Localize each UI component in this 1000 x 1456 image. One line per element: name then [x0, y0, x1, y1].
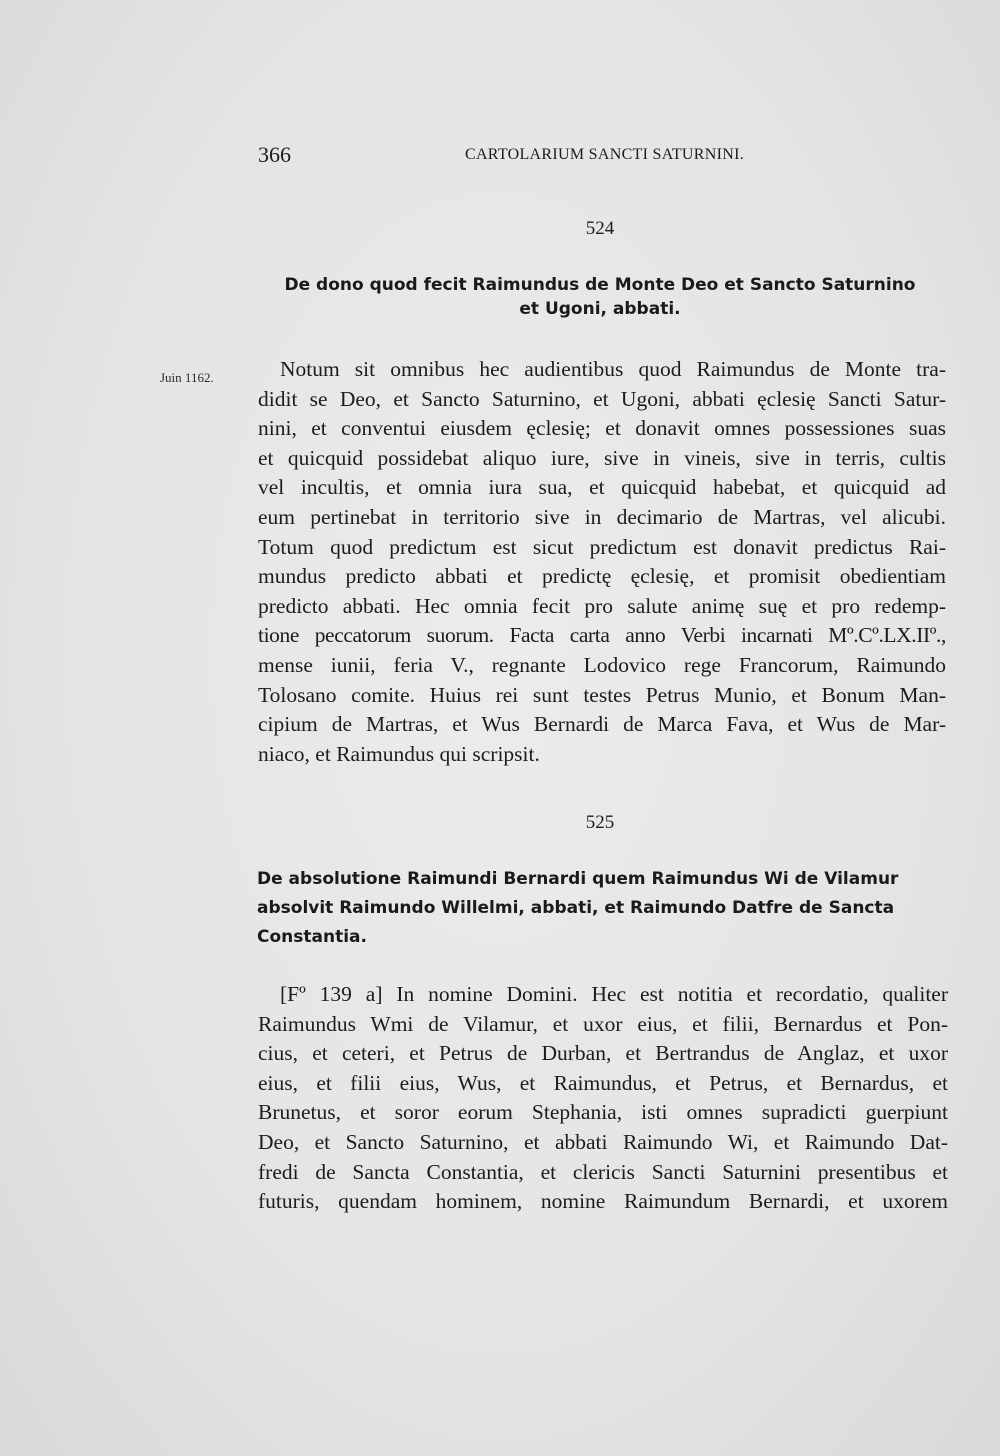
text-line: niaco, et Raimundus qui scripsit.	[258, 741, 540, 766]
rubric-line: Constantia.	[257, 927, 367, 947]
text-line: cipium de Martras, et Wus Bernardi de Marca Fava, et Wus de Mar-	[258, 712, 946, 737]
charter-number-525: 525	[585, 812, 615, 833]
text-line: nini, et conventui eiusdem ęclesię; et donavit omnes possessiones suas	[258, 416, 946, 441]
text-line: [Fº 139 a] In nomine Domini. Hec est notitia et recordatio, qualiter	[280, 982, 948, 1006]
rubric-line: absolvit Raimundo Willelmi, abbati, et Raimundo Datfre de Sancta	[257, 898, 895, 918]
text-line: fredi de Sancta Constantia, et clericis Sancti Saturnini presentibus et	[258, 1159, 948, 1184]
text-line: et quicquid possidebat aliquo iure, sive in vineis, sive in terris, cultis	[258, 445, 946, 470]
text-line: Tolosano comite. Huius rei sunt testes Petrus Munio, et Bonum Man-	[258, 682, 946, 707]
text-line: cius, et ceteri, et Petrus de Durban, et Bertrandus de Anglaz, et uxor	[258, 1041, 948, 1066]
rubric-line: De dono quod fecit Raimundus de Monte Deo et Sancto Saturnino	[284, 275, 916, 295]
charter-number-524: 524	[585, 218, 615, 239]
page-header	[258, 142, 744, 172]
text-line: Totum quod predictum est sicut predictum est donavit predictus Rai-	[258, 534, 946, 559]
text-line: predicto abbati. Hec omnia fecit pro salute animę suę et pro redemp-	[258, 593, 946, 618]
charter-524-rubric	[256, 274, 944, 320]
text-line: mundus predicto abbati et predictę ęclesię, et promisit obedientiam	[258, 564, 946, 589]
page-number: 366	[258, 142, 291, 167]
text-line: mense iunii, feria V., regnante Lodovico rege Francorum, Raimundo	[258, 652, 946, 677]
text-line: Brunetus, et soror eorum Stephania, isti omnes supradicti guerpiunt	[258, 1100, 948, 1125]
charter-525-rubric	[257, 865, 947, 952]
rubric-line: De absolutione Raimundi Bernardi quem Raimundus Wi de Vilamur	[257, 869, 899, 889]
text-line: Deo, et Sancto Saturnino, et abbati Raimundo Wi, et Raimundo Dat-	[258, 1129, 948, 1154]
charter-525-text	[258, 980, 948, 1217]
text-line: didit se Deo, et Sancto Saturnino, et Ugoni, abbati ęclesię Sancti Satur-	[258, 386, 946, 411]
text-line: Raimundus Wmi de Vilamur, et uxor eius, et filii, Bernardus et Pon-	[258, 1011, 948, 1036]
text-line: eum pertinebat in territorio sive in decimario de Martras, vel alicubi.	[258, 504, 946, 529]
text-line: futuris, quendam hominem, nomine Raimundum Bernardi, et uxorem	[258, 1189, 948, 1214]
text-line: tione peccatorum suorum. Facta carta anno Verbi incarnati Mº.Cº.LX.IIº.,	[258, 623, 946, 648]
running-title: CARTOLARIUM SANCTI SATURNINI.	[464, 146, 744, 163]
text-line: eius, et filii eius, Wus, et Raimundus, et Petrus, et Bernardus, et	[258, 1070, 948, 1095]
text-line: Notum sit omnibus hec audientibus quod Raimundus de Monte tra-	[280, 357, 946, 381]
charter-524-text	[258, 355, 946, 769]
text-line: vel incultis, et omnia iura sua, et quicquid habebat, et quicquid ad	[258, 475, 946, 500]
margin-date: Juin 1162.	[160, 370, 214, 385]
rubric-line: et Ugoni, abbati.	[519, 299, 681, 319]
